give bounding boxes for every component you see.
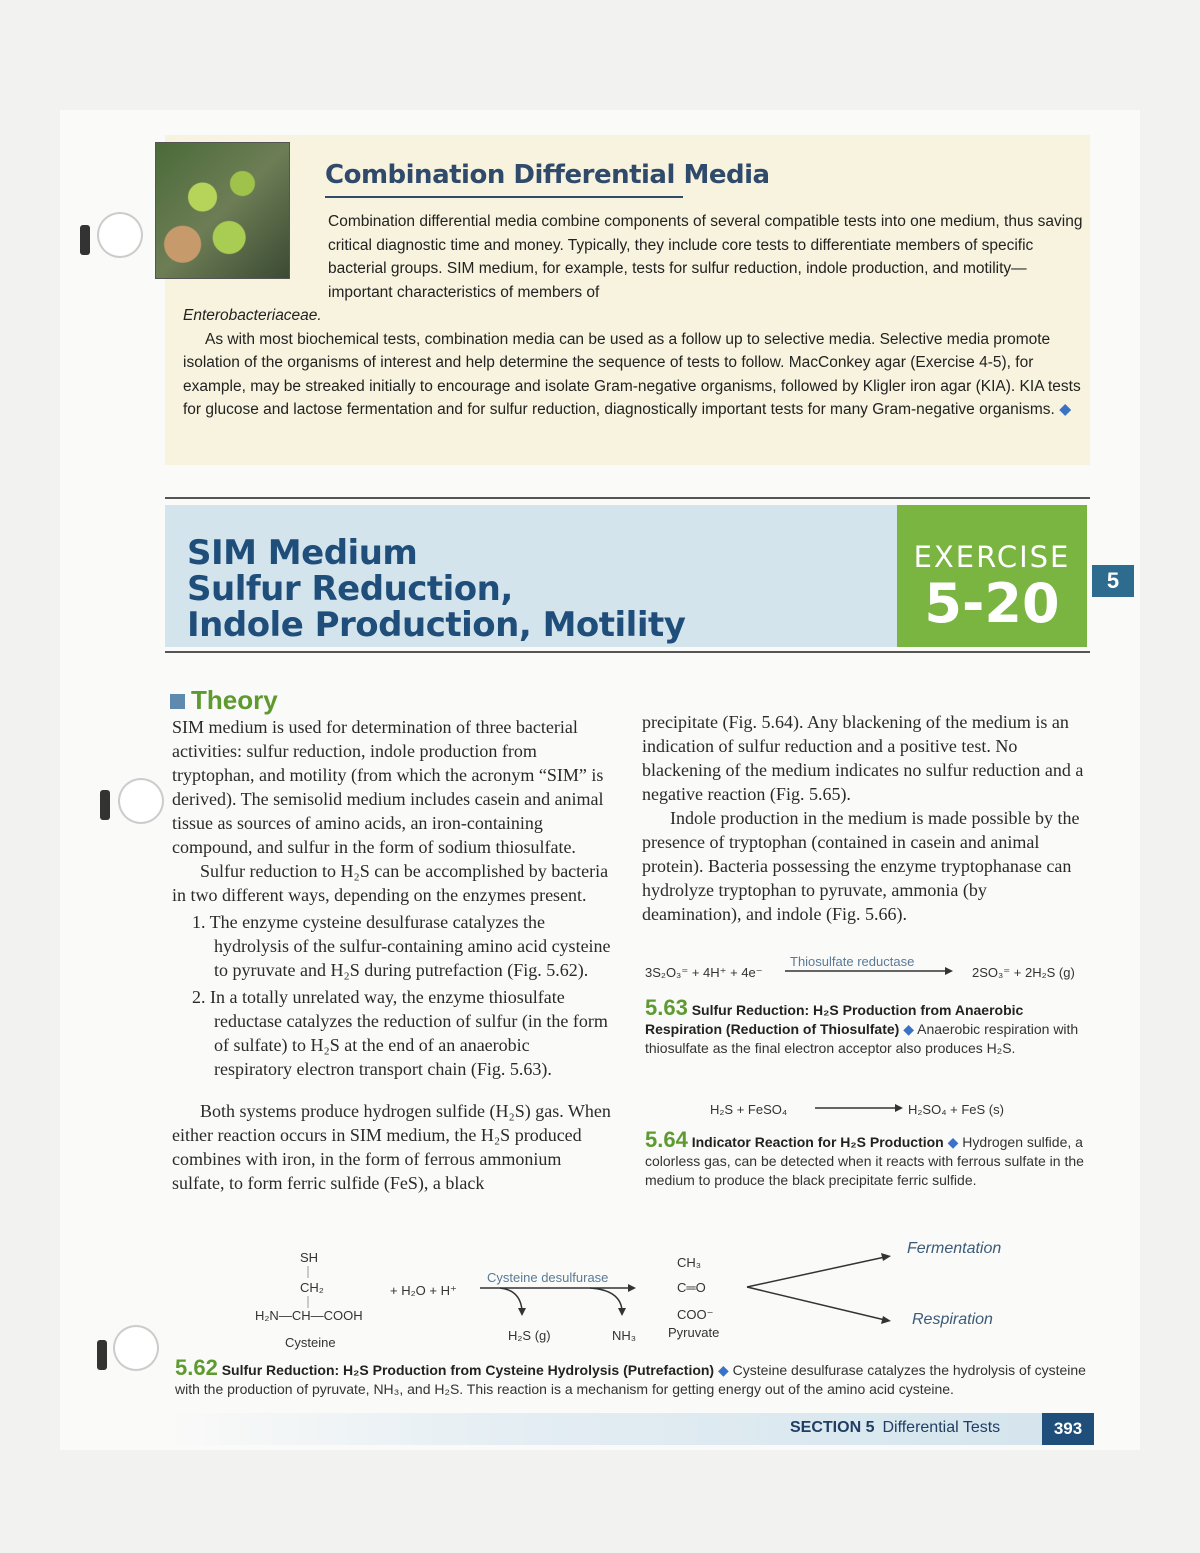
- theory-paragraph-5: Indole production in the medium is made possible by the presence of tryptophan (contained in casein and animal protein). Bacteria possessing the enzyme tryptophanase can hydrolyze tryptophan to pyruvate, ammonia (by deamination), and indole (Fig. 5.66).: [642, 808, 1080, 924]
- fig62-backbone: H₂N—CH—COOH: [255, 1308, 363, 1323]
- fig64-left-reactants: H₂S + FeSO₄: [710, 1102, 788, 1117]
- theory-heading: [170, 685, 278, 716]
- diamond-icon: ◆: [718, 1362, 729, 1378]
- theory-paragraph-4: precipitate (Fig. 5.64). Any blackening of the medium is an indication of sulfur reduction and a positive test. No blackening of the medium indicates no sulfur reduction and a negative reaction (Fig. 5.65).: [642, 712, 1084, 804]
- square-bullet-icon: [170, 694, 185, 709]
- fig62-title: Sulfur Reduction: H₂S Production from Cysteine Hydrolysis (Putrefaction): [221, 1362, 715, 1378]
- theory-right-column: [642, 710, 1087, 926]
- theory-list-item-2: 2. In a totally unrelated way, the enzyme thiosulfate reductase catalyzes the reduction of sulfur (in the form of sulfate) to H₂S at the end of an anaerobic respiratory electron transport chain (Fig. 5.63).: [192, 987, 608, 1079]
- fig62-caption: [175, 1355, 1090, 1399]
- exercise-title: [187, 535, 685, 643]
- fig64-arrow: [815, 1102, 905, 1114]
- combo-title: Combination Differential Media: [325, 160, 770, 190]
- banner-rule-bottom: [165, 651, 1090, 653]
- exercise-title-line-3: Indole Production, Motility: [187, 605, 686, 645]
- fig62-branch-arrows: [745, 1250, 895, 1325]
- page-number: 393: [1042, 1413, 1094, 1445]
- exercise-title-line-2: Sulfur Reduction,: [187, 569, 513, 609]
- diamond-icon: ◆: [903, 1021, 915, 1037]
- fig62-coo: COO⁻: [677, 1307, 714, 1322]
- theory-list-item-1: 1. The enzyme cysteine desulfurase catalyzes the hydrolysis of the sulfur-containing amino acid cysteine to pyruvate and H₂S during putrefaction (Fig. 5.62).: [192, 912, 611, 980]
- fig62-arrows: [480, 1282, 640, 1322]
- fig62-cysteine-bonds: [300, 1264, 320, 1310]
- fig64-title: Indicator Reaction for H₂S Production: [691, 1134, 944, 1150]
- exercise-label: EXERCISE: [913, 540, 1071, 574]
- exercise-number: 5-20: [924, 572, 1060, 635]
- exercise-badge: [897, 505, 1087, 647]
- footer-section-label: SECTION 5: [790, 1419, 875, 1436]
- fig62-nh3: NH₃: [612, 1328, 637, 1343]
- theory-paragraph-3: Both systems produce hydrogen sulfide (H₂S) gas. When either reaction occurs in SIM medium, the H₂S produced combines with iron, in the form of ferrous ammonium sulfate, to form ferric sulfide (FeS), a black: [172, 1101, 611, 1193]
- fig63-caption: [645, 995, 1090, 1058]
- binder-hole-icon: [118, 778, 164, 824]
- combo-paragraph-2-text: As with most biochemical tests, combination media can be used as a follow up to selective media. Selective media promote isolation of the organisms of interest and help determine the sequence of tests to follow. MacConkey agar (Exercise 4-5), for example, may be streaked initially to encourage and isolate Gram-negative organisms, followed by Kligler iron agar (KIA). KIA tests for glucose and lactose fermentation and for sulfur reduction, diagnostically important tests for many Gram-negative organisms.: [183, 330, 1081, 418]
- enterobacteriaceae-term: Enterobacteriaceae.: [183, 307, 322, 324]
- fig64-number: 5.64: [645, 1127, 688, 1152]
- fig64-right-products: H₂SO₄ + FeS (s): [908, 1102, 1004, 1117]
- fig62-ch3: CH₃: [677, 1255, 702, 1270]
- fig62-reagents: + H₂O + H⁺: [390, 1283, 457, 1298]
- combo-paragraph-2: [183, 328, 1083, 422]
- binder-ring-icon: [80, 225, 90, 255]
- theory-left-column: [172, 715, 612, 1195]
- fig62-respiration: Respiration: [912, 1311, 993, 1328]
- footer-section-name: Differential Tests: [882, 1419, 1001, 1436]
- banner-rule-top: [165, 497, 1090, 499]
- binder-hole-icon: [97, 212, 143, 258]
- theory-paragraph-1: SIM medium is used for determination of three bacterial activities: sulfur reduction, indole production from tryptophan, and motility (from which the acronym “SIM” is derived). The semisolid medium includes casein and animal tissue as sources of amino acids, an iron-containing compound, and sulfur in the form of sodium thiosulfate.: [172, 717, 604, 857]
- fig62-fermentation: Fermentation: [907, 1240, 1002, 1257]
- diamond-icon: ◆: [1059, 401, 1072, 418]
- section-tab: 5: [1092, 565, 1134, 597]
- fig64-caption: [645, 1127, 1090, 1190]
- fig62-caption-text: Cysteine desulfurase catalyzes the hydrolysis of cysteine with the production of pyruvate, NH₃, and H₂S. This reaction is a mechanism for getting energy out of the amino acid cysteine.: [175, 1362, 1086, 1397]
- combo-paragraph-1-end: [183, 304, 1083, 328]
- fig62-ch2: CH₂: [300, 1280, 324, 1295]
- theory-heading-text: Theory: [191, 685, 278, 715]
- combo-title-rule: [325, 196, 683, 198]
- fig63-enzyme-label: Thiosulfate reductase: [790, 954, 915, 969]
- binder-ring-icon: [100, 790, 110, 820]
- fig62-h2s: H₂S (g): [508, 1328, 551, 1343]
- binder-ring-icon: [97, 1340, 107, 1370]
- diamond-icon: ◆: [947, 1134, 959, 1150]
- fig62-cysteine-label: Cysteine: [285, 1335, 336, 1350]
- fig63-number: 5.63: [645, 995, 688, 1020]
- fig63-caption-text: Anaerobic respiration with thiosulfate as the final electron acceptor also produces H₂S.: [645, 1021, 1079, 1056]
- theory-paragraph-2: Sulfur reduction to H₂S can be accomplished by bacteria in two different ways, depending on the enzymes present.: [172, 861, 609, 905]
- fig63-title: Sulfur Reduction: H₂S Production from Anaerobic Respiration (Reduction of Thiosulfate): [645, 1002, 1024, 1037]
- exercise-title-line-1: SIM Medium: [187, 533, 418, 573]
- fig63-left-reactants: 3S₂O₃⁼ + 4H⁺ + 4e⁻: [645, 965, 763, 980]
- fig62-co: C═O: [677, 1280, 706, 1295]
- fig62-pyruvate-label: Pyruvate: [668, 1325, 720, 1340]
- binder-hole-icon: [113, 1325, 159, 1371]
- fig62-sh: SH: [300, 1250, 319, 1265]
- fig62-enzyme-label: Cysteine desulfurase: [487, 1270, 609, 1285]
- fig62-number: 5.62: [175, 1355, 218, 1380]
- footer-section: [790, 1419, 1000, 1437]
- fig63-right-products: 2SO₃⁼ + 2H₂S (g): [972, 965, 1075, 980]
- combo-paragraph-1: Combination differential media combine components of several compatible tests into one medium, thus saving critical diagnostic time and money. Typically, they include core tests to differentiate members of specific bacterial groups. SIM medium, for example, tests for sulfur reduction, indole production, and motility—important characteristics of members of: [328, 213, 1083, 301]
- fig63-arrow: [785, 965, 955, 977]
- fig64-caption-text: Hydrogen sulfide, a colorless gas, can be detected when it reacts with ferrous sulfate in the medium to produce the black precipitate ferric sulfide.: [645, 1134, 1084, 1188]
- combo-body: [183, 210, 1083, 422]
